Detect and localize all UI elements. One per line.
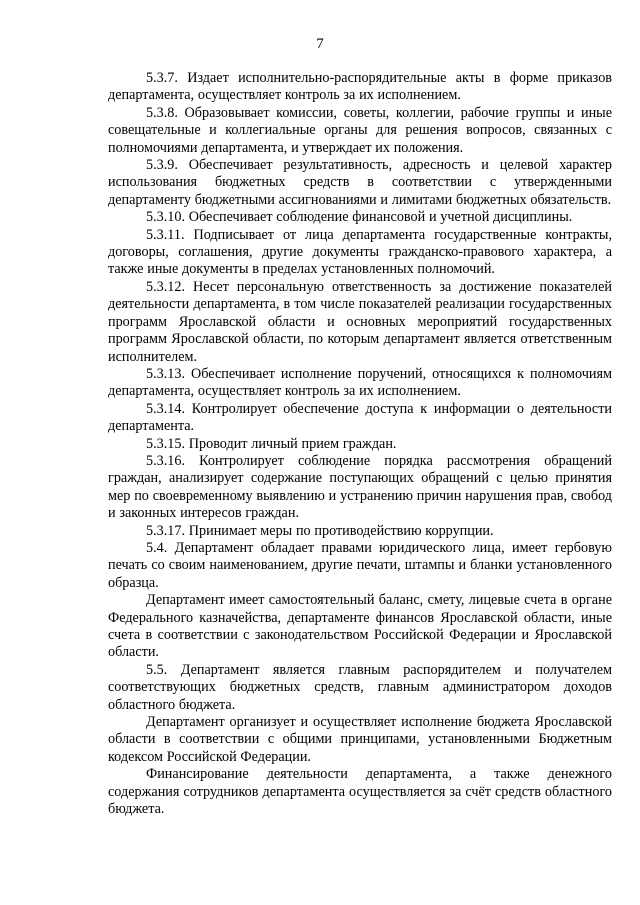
paragraph: 5.4. Департамент обладает правами юридического лица, имеет гербовую печать со своим наименованием, другие печати, штампы и бланки установленного образца.: [108, 539, 612, 591]
paragraph: 5.3.7. Издает исполнительно-распорядительные акты в форме приказов департамента, осуществляет контроль за их исполнением.: [108, 70, 612, 104]
paragraph: 5.3.15. Проводит личный прием граждан.: [146, 435, 397, 452]
paragraph: 5.3.9. Обеспечивает результативность, адресность и целевой характер использования бюджетных средств в соответствии с утвержденными департаменту бюджетными ассигнованиями и лимитами бюджетных обязательств.: [108, 157, 612, 208]
paragraph: 5.3.13. Обеспечивает исполнение поручений, относящихся к полномочиям департамента, осуществляет контроль за их исполнением.: [108, 365, 612, 400]
paragraph: 5.3.12. Несет персональную ответственность за достижение показателей деятельности департамента, в том числе показателей реализации государственных программ Ярославской области и основных мероприятий государственных программ Ярославской области, по которым департамент является ответственным исполнителем.: [108, 278, 612, 365]
paragraph: 5.3.10. Обеспечивает соблюдение финансовой и учетной дисциплины.: [146, 209, 573, 226]
page-number: 7: [316, 36, 324, 52]
paragraph: Департамент организует и осуществляет исполнение бюджета Ярославской области в соответствии с общими принципами, установленными Бюджетным кодексом Российской Федерации.: [108, 714, 612, 765]
paragraph: 5.5. Департамент является главным распорядителем и получателем соответствующих бюджетных средств, главным администратором доходов областного бюджета.: [108, 661, 612, 713]
paragraph: 5.3.14. Контролирует обеспечение доступа к информации о деятельности департамента.: [108, 400, 612, 435]
paragraph: 5.3.8. Образовывает комиссии, советы, коллегии, рабочие группы и иные совещательные и коллегиальные органы для решения вопросов, связанных с полномочиями департамента, и утверждает их положения.: [108, 104, 612, 156]
paragraph: Финансирование деятельности департамента, а также денежного содержания сотрудников департамента осуществляется за счёт средств областного бюджета.: [108, 766, 612, 818]
document-body: [108, 70, 612, 818]
paragraph: Департамент имеет самостоятельный баланс, смету, лицевые счета в органе Федерального казначейства, департаменте финансов Ярославской области, иные счета в соответствии с законодательством Российской Федерации и Ярославской области.: [108, 592, 612, 661]
paragraph: 5.3.17. Принимает меры по противодействию коррупции.: [146, 522, 494, 539]
paragraph: 5.3.16. Контролирует соблюдение порядка рассмотрения обращений граждан, анализирует содержание поступающих обращений с целью принятия мер по своевременному выявлению и устранению причин нарушения прав, свобод и законных интересов граждан.: [108, 452, 612, 522]
paragraph: 5.3.11. Подписывает от лица департамента государственные контракты, договоры, соглашения, другие документы гражданско-правового характера, а также иные документы в пределах установленных полномочий.: [108, 226, 612, 278]
